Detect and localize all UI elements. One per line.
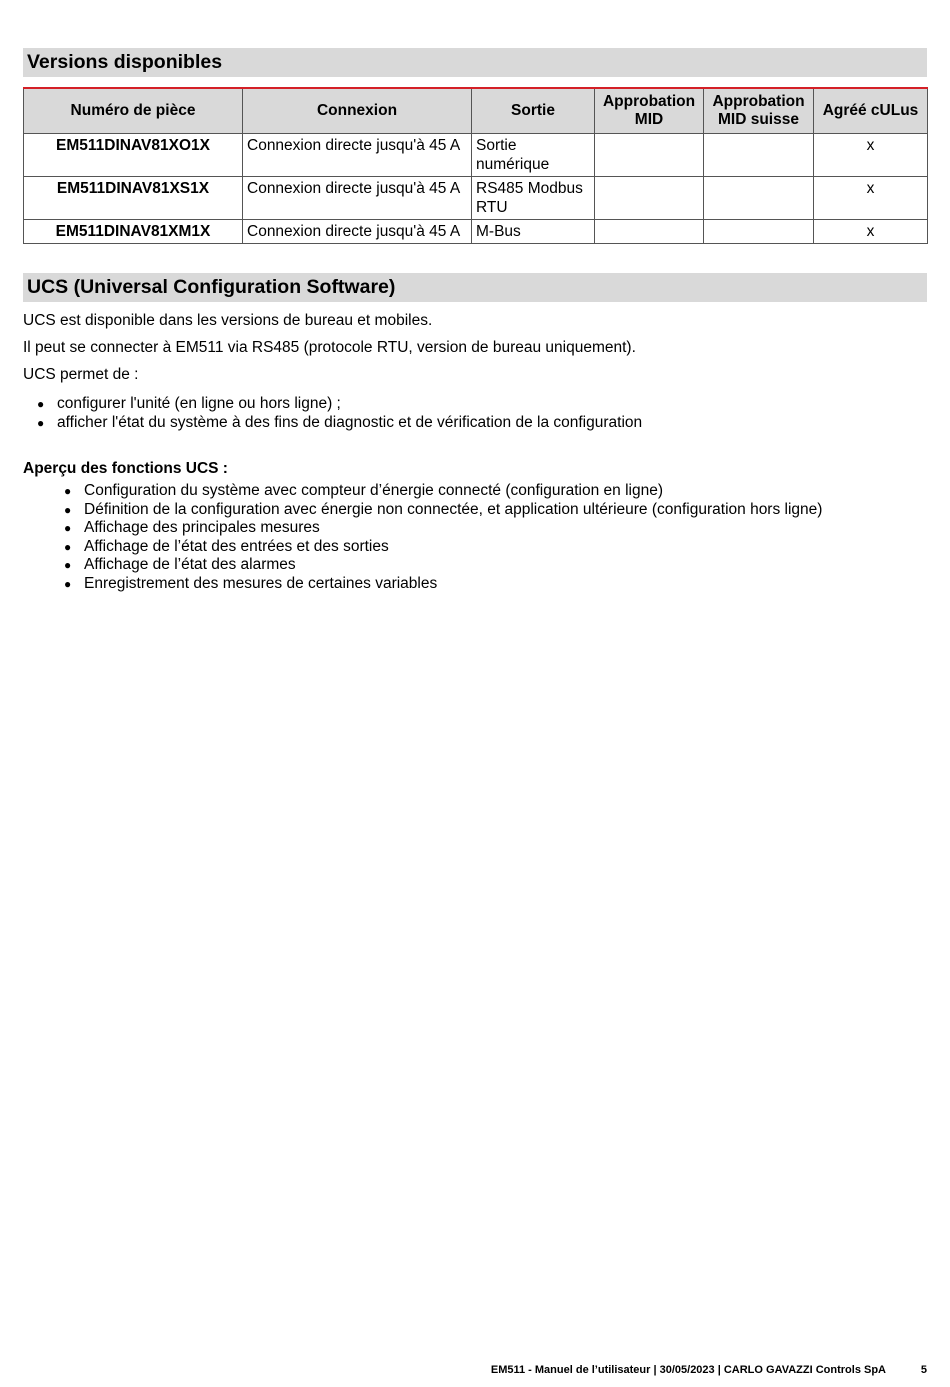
mid-suisse-cell bbox=[704, 177, 814, 220]
mid-suisse-cell bbox=[704, 134, 814, 177]
bullet-icon: ● bbox=[64, 576, 72, 591]
list-item-text: Affichage de l’état des alarmes bbox=[84, 556, 296, 574]
list-item bbox=[64, 537, 822, 557]
column-header: Approbation MID bbox=[595, 88, 704, 134]
list-item bbox=[64, 500, 823, 520]
paragraph: Il peut se connecter à EM511 via RS485 (protocole RTU, version de bureau uniquement). bbox=[23, 339, 636, 356]
list-item-text: Affichage des principales mesures bbox=[84, 519, 320, 537]
bullet-icon: ● bbox=[64, 539, 72, 554]
table-row bbox=[24, 220, 928, 244]
connexion-cell: Connexion directe jusqu'à 45 A bbox=[243, 134, 472, 177]
list-item-text: Enregistrement des mesures de certaines variables bbox=[84, 574, 438, 592]
table-header-row bbox=[24, 88, 928, 134]
list-item-text: configurer l'unité (en ligne ou hors ligne) ; bbox=[57, 395, 341, 412]
table-row bbox=[24, 177, 928, 220]
column-header: Agréé cULus bbox=[814, 88, 928, 134]
mid-cell bbox=[595, 220, 704, 244]
column-header: Numéro de pièce bbox=[24, 88, 243, 134]
bullet-icon: ● bbox=[37, 415, 45, 430]
paragraph: UCS est disponible dans les versions de bureau et mobiles. bbox=[23, 312, 433, 329]
page-number: 5 bbox=[920, 1364, 927, 1376]
part-number-cell: EM511DINAV81XO1X bbox=[24, 134, 243, 177]
sortie-cell: Sortie numérique bbox=[472, 134, 595, 177]
list-item bbox=[64, 574, 822, 594]
ucs-capability-list bbox=[37, 395, 643, 432]
versions-table bbox=[23, 87, 928, 244]
bullet-icon: ● bbox=[64, 521, 72, 536]
footer-text: EM511 - Manuel de l’utilisateur | 30/05/2023 | CARLO GAVAZZI Controls SpA bbox=[490, 1364, 886, 1376]
functions-subheading: Aperçu des fonctions UCS : bbox=[23, 460, 228, 477]
sortie-cell: M-Bus bbox=[472, 220, 595, 244]
connexion-cell: Connexion directe jusqu'à 45 A bbox=[243, 177, 472, 220]
section-title-versions: Versions disponibles bbox=[23, 48, 927, 77]
bullet-icon: ● bbox=[64, 484, 72, 498]
list-item bbox=[64, 556, 822, 575]
culus-cell: x bbox=[814, 177, 928, 220]
bullet-icon: ● bbox=[64, 502, 72, 517]
part-number-cell: EM511DINAV81XS1X bbox=[24, 177, 243, 220]
list-item bbox=[64, 519, 822, 538]
list-item bbox=[37, 413, 643, 433]
mid-suisse-cell bbox=[704, 220, 814, 244]
list-item bbox=[64, 482, 822, 501]
section-title-ucs: UCS (Universal Configuration Software) bbox=[23, 273, 927, 302]
list-item-text: Définition de la configuration avec énergie non connectée, et application ultérieure (configuration hors ligne) bbox=[84, 500, 823, 518]
connexion-cell: Connexion directe jusqu'à 45 A bbox=[243, 220, 472, 244]
list-item-text: Configuration du système avec compteur d’énergie connecté (configuration en ligne) bbox=[84, 482, 664, 499]
sortie-cell: RS485 Modbus RTU bbox=[472, 177, 595, 220]
mid-cell bbox=[595, 134, 704, 177]
column-header: Approbation MID suisse bbox=[704, 88, 814, 134]
table-row bbox=[24, 134, 928, 177]
mid-cell bbox=[595, 177, 704, 220]
culus-cell: x bbox=[814, 220, 928, 244]
list-item-text: afficher l'état du système à des fins de diagnostic et de vérification de la configuration bbox=[57, 413, 643, 431]
bullet-icon: ● bbox=[37, 397, 45, 411]
column-header: Sortie bbox=[472, 88, 595, 134]
paragraph: UCS permet de : bbox=[23, 366, 139, 383]
ucs-functions-list bbox=[64, 482, 823, 594]
part-number-cell: EM511DINAV81XM1X bbox=[24, 220, 243, 244]
list-item bbox=[37, 395, 642, 414]
bullet-icon: ● bbox=[64, 558, 72, 573]
list-item-text: Affichage de l’état des entrées et des sorties bbox=[84, 537, 389, 555]
culus-cell: x bbox=[814, 134, 928, 177]
column-header: Connexion bbox=[243, 88, 472, 134]
